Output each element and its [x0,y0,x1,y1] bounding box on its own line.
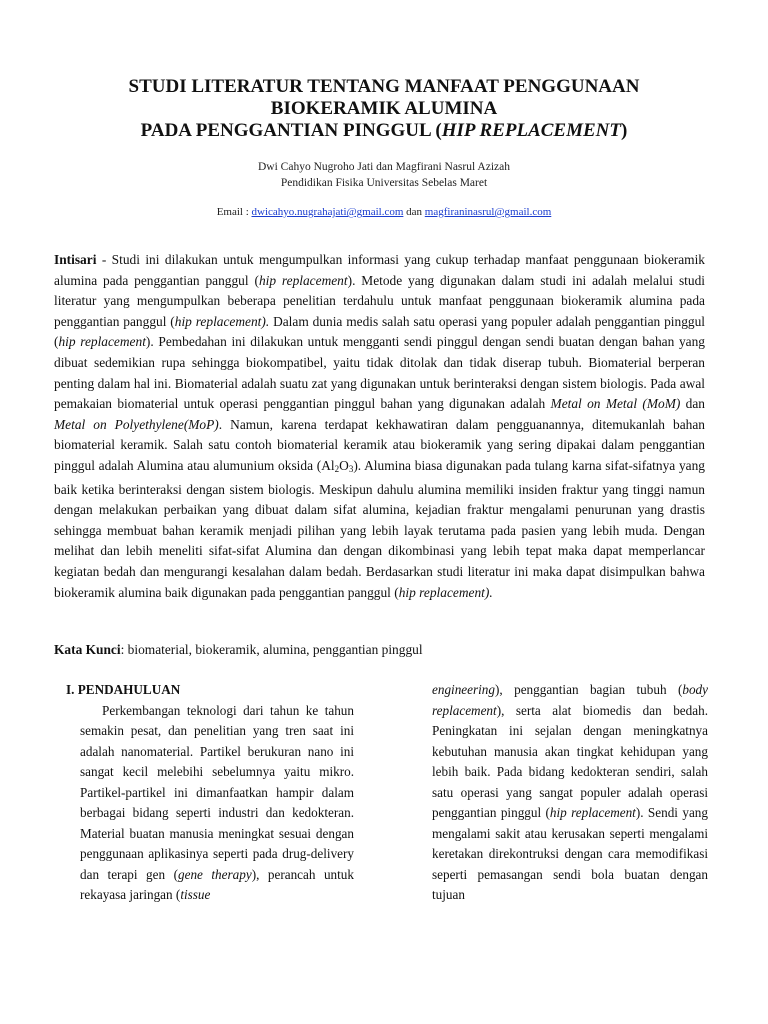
body-paragraph [66,701,354,906]
abstract-italic: hip replacement [58,334,146,350]
abstract-italic: hip replacement). [174,313,270,329]
abstract-italic: Metal on Polyethylene(MoP) [54,416,219,432]
title-line-3-suffix: ) [621,120,628,141]
author-names: Dwi Cahyo Nugroho Jati dan Magfirani Nasrul Azizah [258,161,510,173]
abstract-text: ). Alumina biasa digunakan pada tulang karna sifat-sifatnya yang baik ketika berinteraksi dengan sistem biologis. Meskipun dahulu alumina memiliki insiden fraktur yang tinggi namun dengan melakukan perbaikan yang dibuat dalam sifat alumina, kejadian fraktur mengalami penurunan yang drastis sehingga membuat bahan keramik menjadi pilihan yang lebih layak terutama pada pasien yang lebih muda. Dengan melihat dan lebih meneliti sifat-sifat Alumina dan dengan dikombinasi yang lebih tepat maka dapat memperlancar kegiatan bedah dan mengurangi kesalahan dalam bedah. Berdasarkan studi literatur ini maka dapat disimpulkan bahwa biokeramik alumina baik digunakan pada penggantian panggul ( [54,457,705,600]
column-right [432,680,708,906]
abstract-text: ). Pembedahan ini dilakukan untuk mengganti sendi pinggul dengan sendi buatan dengan bahan yang dibuat sedemikian rupa sehingga biokompatibel, yaitu tidak ditolak dan tidak diserap tubuh. Biomaterial berperan penting dalam hal ini. Biomaterial adalah suatu zat yang digunakan untuk berinteraksi dengan sistem biologis. Pada awal pemakaian biomaterial untuk operasi penggantian pinggul bahan yang digunakan adalah [54,334,705,412]
body-italic: engineering [432,682,495,697]
body-text: ), penggantian bagian tubuh ( [495,682,683,697]
abstract-text: dan [680,396,705,412]
abstract-label: Intisari [54,252,97,267]
title-line-3 [40,120,728,142]
column-left [66,680,354,906]
email-connector: dan [403,206,425,218]
abstract-text: O [339,457,349,473]
body-italic: tissue [180,887,211,902]
abstract-text: . Namun, karena terdapat kekhawatiran dalam pengguanannya, ditemukanlah bahan biomaterial keramik. Salah satu contoh biomaterial keramik atau biokeramik yang sering dipakai dalam penggantian pinggul adalah Alumina atau alumunium oksida (Al [54,416,705,473]
email-label: Email : [216,206,252,218]
email-link-1[interactable]: dwicahyo.nugrahajati@gmail.com [251,206,404,218]
subscript: 2 [334,463,340,474]
email-line [40,206,728,218]
author-affiliation: Pendidikan Fisika Universitas Sebelas Maret [280,177,488,189]
title-line-3-prefix: PADA PENGGANTIAN PINGGUL ( [140,120,442,141]
abstract-paragraph [54,250,705,603]
body-text: ), perancah untuk rekayasa jaringan ( [80,866,354,902]
abstract-text: Dalam dunia medis salah satu operasi yang populer adalah penggantian pinggul ( [54,313,705,350]
keywords-text: biomaterial, biokeramik, alumina, penggantian pinggul [127,642,423,657]
abstract-italic: Metal on Metal (MoM) [550,396,681,412]
body-text: ), serta alat biomedis dan bedah. Peningkatan ini sejalan dengan meningkatnya kebutuhan manusia akan tingkat kehidupan yang lebih baik. Pada bidang kedokteran sendiri, salah satu operasi yang sangat populer adalah operasi penggantian pinggul ( [432,702,708,820]
body-italic: gene therapy [178,866,252,882]
keywords-line [54,640,705,660]
keywords-label: Kata Kunci [54,642,121,657]
body-italic: hip replacement [549,805,636,820]
title-line-2: BIOKERAMIK ALUMINA [270,98,498,119]
abstract [54,250,705,603]
paper-title [40,76,728,142]
body-text: ). Sendi yang mengalami sakit atau kerusakan seperti mengalami keretakan direkontruksi dengan cara memodifikasi seperti pemasangan sendi bola buatan dengan tujuan [432,805,708,902]
keywords-separator: : [120,642,128,657]
title-line-1: STUDI LITERATUR TENTANG MANFAAT PENGGUNAAN [128,76,640,97]
body-italic: body replacement [432,682,708,718]
body-text: Perkembangan teknologi dari tahun ke tahun semakin pesat, dan penelitian yang tren saat ini adalah nanomaterial. Partikel berukuran nano ini sangat kecil melebihi sebelumnya yaitu mikro. Partikel-partikel ini dimanfaatkan hampir dalam berbagai bidang seperti industri dan kedokteran. Material buatan manusia meningkat sesuai dengan penggunaan aplikasinya seperti pada drug-delivery dan terapi gen ( [80,702,354,882]
abstract-italic: hip replacement). [398,584,493,600]
body-paragraph-continued [432,680,708,906]
email-link-2[interactable]: magfiraninasrul@gmail.com [424,206,552,218]
section-heading: I. PENDAHULUAN [66,682,181,697]
abstract-text: ). Metode yang digunakan dalam studi ini adalah melalui studi literatur yang mengumpulkan beberapa penelitian terdahulu untuk manfaat penggunaan biokeramik alumina pada penggantian panggul ( [54,272,705,329]
subscript: 3 [348,463,354,474]
author-block [40,159,728,191]
abstract-text: - Studi ini dilakukan untuk mengumpulkan informasi yang cukup terhadap manfaat penggunaan biokeramik alumina pada penggantian panggul ( [54,252,705,288]
title-italic: HIP REPLACEMENT [441,120,621,141]
abstract-italic: hip replacement [258,272,348,288]
